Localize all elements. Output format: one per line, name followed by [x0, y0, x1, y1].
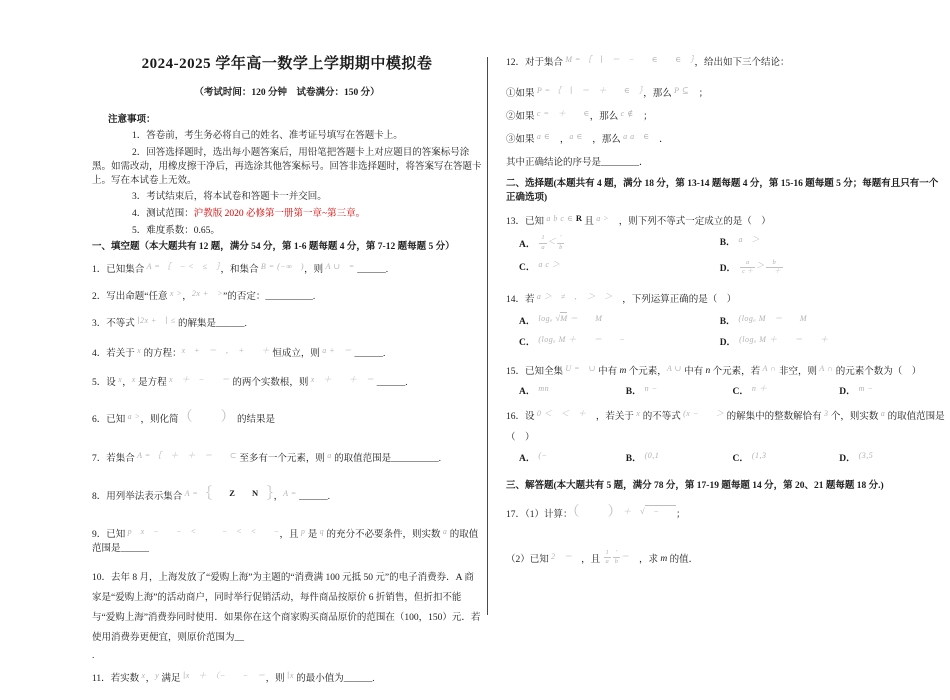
text: ， [122, 378, 132, 389]
q15 [506, 365, 946, 379]
math-fragment: c = ＋ ∈ [536, 109, 590, 119]
math-fragment: ＝ M [567, 313, 603, 323]
math-fragment-large: ｝ [266, 487, 274, 503]
text: 4．测试范围： [132, 208, 194, 219]
text: . [92, 651, 95, 662]
section-1-header [92, 240, 482, 254]
math-fragment: 3 [824, 409, 829, 419]
math-fragment: 2 ＝ [551, 551, 582, 561]
text: ，那么 [589, 112, 621, 123]
section-3-header [506, 479, 946, 493]
math-fragment: m − [858, 384, 874, 394]
math-fragment [212, 489, 229, 498]
text: ； [689, 89, 709, 100]
text: 5．设 [92, 378, 119, 389]
option-A [519, 452, 626, 466]
text: 10．去年 8 月，上海发放了“爱购上海”为主题的“消费满 100 元抵 50 元”的电子消费券．A 商家是“爱购上海”的活动商户，同时举行促销活动，每件商品按原价 6 折销售，但折扣不能与“爱购上海”消费券同时使用．如果你在这个商家购买商品原价的范围在（100，150）元．若使用消费券更便宜，则原价范围为 [92, 572, 481, 644]
text: 个元素， [626, 367, 667, 378]
option-C [733, 385, 840, 399]
text: ，求 [629, 554, 661, 565]
text: . [244, 319, 247, 330]
math-fraction: ′ b [559, 234, 563, 251]
text: 且 [582, 217, 597, 228]
math-fragment: a ∈ [569, 132, 583, 142]
math-fragment: x [131, 375, 136, 385]
text: ，若关于 [586, 412, 637, 423]
text: ，那么 [643, 89, 675, 100]
notice-section [92, 113, 482, 238]
option-B [720, 236, 946, 253]
text: ②如果 [506, 112, 537, 123]
text: 8．用列举法表示集合 [92, 492, 185, 503]
text: ①如果 [506, 89, 537, 100]
math-fragment: ＞ [756, 261, 765, 271]
text: 的充分不必要条件，则实数 [324, 529, 443, 540]
notice-item-3 [92, 190, 482, 204]
math-fragment: p [300, 526, 306, 536]
q4 [92, 347, 482, 361]
text: 6．已知 [92, 415, 128, 426]
math-fragment: x [141, 671, 146, 681]
text: ，那么 [582, 135, 624, 146]
exam-time-score-subtitle: （考试时间：120 分钟 试卷满分：150 分） [194, 88, 380, 98]
math-fragment: A = [283, 489, 297, 499]
math-fragment: a c ＞ [538, 259, 561, 269]
math-fragment: a > [127, 412, 141, 422]
math-fragment: M = ｛ ∣ ＝ − ∈ ∈ ｝ [565, 55, 695, 64]
math-variable: m [619, 366, 627, 377]
math-fragment: x [137, 346, 142, 356]
math-fragment: n − [644, 384, 658, 394]
math-fragment [258, 489, 267, 498]
text: （2）已知 [506, 554, 552, 565]
math-fragment: x ＋ − ＝ [169, 375, 230, 385]
math-fragment: ∣x ＋ （− − ＝ [182, 671, 266, 681]
text: ，下列运算正确的是（ ） [612, 294, 737, 305]
q14-options-1 [506, 312, 946, 329]
option-label: A． [519, 454, 536, 465]
answer-blank: __________ [391, 454, 439, 465]
notice-item-4 [92, 207, 482, 221]
math-variable: m [660, 553, 668, 564]
math-fragment: c ∉ [620, 109, 634, 119]
math-fragment: x > [169, 289, 183, 299]
option-label: D． [719, 337, 737, 348]
text: . [312, 292, 316, 303]
text: 二、选择题(本题共有 4 题，满分 18 分，第 13-14 题每题 4 分，第 15-16 题每题 5 分；每题有且只有一个正确选项) [506, 179, 939, 204]
math-fragment: a ∈ [536, 132, 551, 142]
q15-options [506, 385, 946, 399]
text: 的解集中的整数解恰有 [724, 412, 824, 423]
math-fragment: a [442, 526, 448, 536]
text: 一、填空题（本大题共有 12 题，满分 54 分，第 1-6 题每题 4 分，第 7-12 题每题 5 分） [92, 242, 455, 253]
q10 [92, 568, 482, 649]
text: ”的否定： [223, 292, 266, 303]
text: 16．设 [506, 412, 537, 423]
math-fraction: $\frac{a}{c +}$ [742, 258, 754, 275]
answer-blank: ______ [216, 319, 245, 330]
option-label: B． [625, 454, 642, 465]
text: 中有 [595, 367, 620, 378]
math-fragment: P = ｛ ∣ ＝ ＋ ∈ ｝ [536, 86, 644, 96]
text: ，和集合 [220, 265, 261, 276]
option-A [519, 385, 626, 399]
math-fragment: B = (−∞ ) [260, 262, 305, 272]
q16-paren [506, 431, 946, 445]
q17-part1 [506, 504, 946, 525]
option-D [720, 336, 946, 350]
text: 个元素，若 [710, 367, 763, 378]
text: 满足 [159, 674, 183, 685]
math-fraction: $\frac{1}{a}$ [541, 234, 545, 251]
math-fragment: (x − ＞ [683, 409, 725, 419]
option-label: D． [839, 454, 856, 465]
q5 [92, 376, 482, 390]
math-fragment: a b c ∈ [546, 214, 576, 224]
text: 5．难度系数：0.65。 [132, 225, 220, 236]
option-label: D． [839, 387, 856, 398]
math-fragment: (3,5 [858, 451, 874, 461]
answer-blank: ______ [357, 265, 386, 276]
text: ， [273, 492, 284, 503]
math-sqrt: √M [555, 312, 568, 323]
math-sqrt: √ − [640, 506, 676, 517]
text: 是 [305, 529, 320, 540]
text: . [327, 492, 330, 503]
math-variable: n [705, 366, 711, 377]
text: 3．不等式 [92, 319, 138, 330]
math-fragment: a [327, 451, 332, 461]
option-D [839, 385, 946, 399]
math-fragment: a ＞ ≠ ， ＞ ＞ [536, 291, 613, 301]
text: ； [675, 510, 686, 521]
math-fragment-large: （ ） [178, 410, 235, 426]
option-label: C． [732, 387, 749, 398]
q12-end [506, 156, 946, 170]
math-fragment: 0 ＜ ＜ ＋ [536, 409, 587, 419]
red-highlight-text: 沪教版 2020 必修第一册第一章~第三章。 [193, 208, 366, 219]
math-fragment: 2x + > [191, 289, 224, 299]
math-fragment: logₐ [538, 313, 556, 323]
q13 [506, 215, 946, 229]
text: ； [633, 112, 653, 123]
text: 恒成立，则 [269, 349, 323, 360]
text: ③如果 [506, 135, 537, 146]
text: ，且 [581, 554, 603, 565]
text: ， [550, 135, 570, 146]
q12-sub2 [506, 110, 946, 124]
q11 [92, 672, 482, 686]
q9 [92, 528, 482, 556]
text: ，给出如下三个结论： [694, 58, 790, 68]
q3 [92, 317, 482, 331]
text: 2．回答选择题时，选出每小题答案后，用铅笔把答题卡上对应题目的答案标号涂黑。如需改动，用橡皮擦干净后，再选涂其他答案标号。回答非选择题时，将答案写在答题卡上。写在本试卷上无效。 [92, 147, 482, 186]
text: . [438, 454, 442, 465]
choice-and-answer-section [506, 56, 946, 568]
notice-item-2 [92, 146, 482, 188]
option-A [519, 312, 720, 329]
q6 [92, 409, 482, 430]
text: ， [145, 674, 156, 685]
answer-blank: ______ [299, 492, 328, 503]
math-fragment: ＋ [614, 507, 641, 517]
math-fragment: q [319, 526, 325, 536]
math-fragment: (logₐ M ＝ M [738, 313, 808, 323]
text: 3．考试结束后，将本试卷和答题卡一并交回。 [132, 192, 327, 203]
notice-heading: 注意事项： [108, 115, 156, 125]
math-fragment: a > [596, 214, 610, 224]
text: ，则 [265, 674, 288, 685]
option-C [733, 452, 840, 466]
q2 [92, 290, 482, 304]
answer-blank: ______ [343, 674, 373, 685]
answer-blank: __ [234, 633, 245, 644]
text: 个，则实数 [828, 412, 881, 423]
text: 17．（1）计算： [506, 510, 573, 521]
text: 非空，则 [776, 367, 820, 378]
text: . [385, 265, 389, 276]
option-D [719, 258, 946, 278]
q12-sub1 [506, 87, 946, 101]
option-label: B． [719, 316, 736, 327]
math-fragment: A ∩ [762, 364, 777, 374]
math-fragment: A ∪ = [325, 262, 355, 272]
page-title: 2024-2025 学年高一数学上学期期中模拟卷 [141, 56, 433, 72]
math-fragment-large: ｛ [198, 487, 213, 503]
text: 的两个实数根，则 [230, 378, 311, 389]
answer-blank: __________ [265, 292, 313, 303]
math-fragment [235, 489, 252, 498]
q13-options-2 [506, 258, 946, 278]
option-A [519, 236, 720, 253]
q16-options [506, 452, 946, 466]
section-2-header [506, 177, 946, 205]
text: . [405, 378, 408, 389]
text: 7．若集合 [92, 454, 138, 465]
column-divider-line [487, 57, 488, 615]
text: ， [182, 292, 192, 303]
math-fragment: a ＞ [738, 235, 761, 245]
math-fragment: A = ｛ − < ≤ ｝ [146, 262, 221, 272]
text: 的元素个数为（ ） [833, 367, 922, 378]
text: 的解集是 [175, 319, 217, 330]
q10-end [92, 649, 482, 663]
math-fragment: x [118, 375, 123, 385]
math-fragment: x [636, 409, 641, 419]
math-fragment: (− [538, 451, 548, 461]
notice-item-5 [92, 224, 482, 238]
text: ． [649, 135, 669, 146]
math-fragment: ∣2x + ∣ ≤ [137, 316, 176, 326]
text: 13．已知 [506, 217, 547, 228]
option-B [626, 452, 733, 466]
q16 [506, 410, 946, 424]
text: ． [639, 158, 649, 169]
q1 [92, 263, 482, 277]
text: 的取值范围是 [92, 529, 479, 554]
q12-sub3 [506, 133, 946, 147]
math-fragment: a [880, 409, 886, 419]
math-fragment: a + ＝ [322, 346, 353, 356]
q8 [92, 486, 482, 507]
math-symbol: R [575, 213, 583, 224]
math-fragment: (logₐ M ＋ ＝ − [538, 334, 626, 344]
q13-options-1 [506, 236, 946, 253]
text: 的方程： [141, 349, 182, 360]
math-fragment: x + ＝ ， + ＋ [181, 346, 270, 356]
text: 中有 [681, 367, 706, 378]
text: 的不等式 [640, 412, 684, 423]
option-label: C． [732, 454, 749, 465]
text: ，则化简 [140, 415, 179, 426]
q14-options-2 [506, 336, 946, 350]
math-fragment: A = ｛ ＋ ＋ ＝ ⊂ [137, 451, 237, 461]
math-fragment: A ∪ [666, 364, 682, 374]
option-label: C． [519, 337, 536, 348]
text: 12．对于集合 [506, 58, 566, 68]
text: 9．已知 [92, 529, 128, 540]
option-label: D． [719, 264, 737, 275]
option-C [519, 261, 720, 278]
text: 至多有一个元素，则 [236, 454, 328, 465]
math-fragment: A = [184, 489, 199, 499]
text: 的取值范围是 [331, 454, 392, 465]
text: . [372, 674, 375, 685]
option-label: C． [519, 262, 536, 273]
notice-list [92, 129, 482, 237]
answer-blank: ________ [601, 158, 640, 169]
math-fraction: $\frac{1}{a}$ [605, 549, 609, 566]
answer-blank: ______ [354, 349, 383, 360]
math-fragment: ＜ [547, 237, 557, 247]
right-column [506, 56, 946, 581]
notice-item-1 [92, 129, 482, 143]
option-C [519, 336, 720, 350]
text: ，则下列不等式一定成立的是（ ） [609, 217, 771, 228]
option-label: A． [519, 240, 536, 251]
text: 三、解答题(本大题共有 5 题，满分 78 分，第 17-19 题每题 14 分，第 20、21 题每题 18 分.) [506, 481, 884, 492]
math-fraction: ′ b [614, 549, 619, 566]
left-column [92, 52, 482, 700]
math-fragment: (logₐ M ＋ ＝ ＋ [739, 334, 829, 344]
math-fragment: n ＋ [751, 384, 768, 394]
text: 2．写出命题“任意 [92, 292, 170, 303]
answer-blank: ______ [120, 543, 150, 554]
q12 [506, 56, 946, 70]
math-symbol: N [251, 488, 259, 499]
text: 其中正确结论的序号是 [506, 158, 602, 169]
text: ，则 [304, 265, 326, 276]
math-fragment: (1,3 [751, 451, 767, 461]
text: 的结果是 [234, 415, 275, 426]
math-fragment: p x − − < − < < − [127, 526, 280, 536]
option-B [626, 385, 733, 399]
math-fragment: P ⊆ [674, 86, 690, 96]
math-fragment: mn [538, 384, 550, 394]
math-fragment: A ∩ [819, 364, 834, 374]
answer-blank: ______ [376, 378, 406, 389]
option-label: A． [519, 387, 536, 398]
math-fragment: y [155, 671, 160, 681]
text: 1．已知集合 [92, 265, 147, 276]
text: 的值． [667, 554, 699, 565]
math-fragment: ＝ [621, 551, 630, 561]
math-fragment: U = ∪ [565, 364, 596, 374]
text: 的最小值为 [293, 674, 344, 685]
text: 4．若关于 [92, 349, 138, 360]
math-fragment: a a ∈ [623, 132, 650, 142]
option-label: B． [719, 238, 736, 249]
math-fragment-large: （ ） [572, 505, 615, 521]
text: 14．若 [506, 294, 537, 305]
math-fragment: x ＋ ＋ ＝ [310, 375, 375, 385]
math-fraction: b ＋ [767, 258, 781, 275]
option-label: B． [625, 387, 642, 398]
text: 1．答卷前，考生务必将自己的姓名、准考证号填写在答题卡上。 [132, 131, 403, 142]
fill-in-blank-section [92, 240, 482, 686]
text: ，且 [279, 529, 301, 540]
text: 是方程 [135, 378, 170, 389]
text: 15．已知全集 [506, 367, 566, 378]
q17-part2 [506, 551, 946, 568]
text: 的取值范围是 [885, 412, 945, 423]
option-B [720, 315, 946, 329]
q14 [506, 293, 946, 307]
option-D [839, 452, 946, 466]
math-fragment: (0,1 [644, 451, 660, 461]
text: . [383, 349, 386, 360]
option-label: A． [519, 316, 536, 327]
q7 [92, 452, 482, 466]
math-fragment: ∣x [287, 671, 294, 681]
math-symbol: Z [229, 488, 235, 499]
text: （ ） [506, 433, 535, 444]
text: 11．若实数 [92, 674, 142, 685]
